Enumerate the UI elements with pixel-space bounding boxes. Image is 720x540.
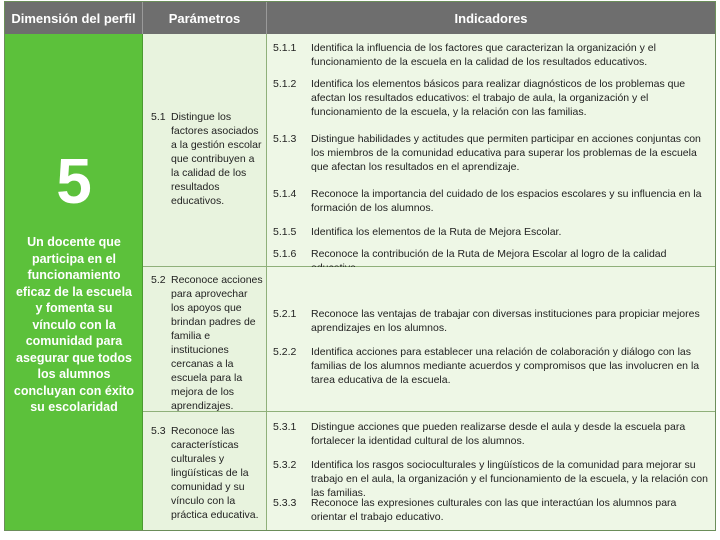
indicator-number: 5.1.4 bbox=[273, 188, 297, 200]
header-parameters: Parámetros bbox=[143, 2, 267, 34]
indicator-text: Reconoce las expresiones culturales con las que interactúan los alumnos para orientar el trabajo educativo. bbox=[311, 497, 677, 523]
indicator-text: Identifica los elementos de la Ruta de Mejora Escolar. bbox=[311, 226, 562, 238]
indicator-number: 5.3.3 bbox=[273, 497, 297, 509]
indicator-text: Identifica acciones para establecer una relación de colaboración y diálogo con las familias de los alumnos mediante acuerdos y compromisos que las involucren en la tarea educativa de la escuela. bbox=[311, 346, 700, 386]
indicator-text: Distingue habilidades y actitudes que permiten participar en acciones conjuntas con los miembros de la comunidad educativa para superar los problemas de la escuela que afectan los resultados en el aprendizaje. bbox=[311, 133, 701, 173]
indicator-text: Distingue acciones que pueden realizarse desde el aula y desde la escuela para fortalecer la identidad cultural de los alumnos. bbox=[311, 421, 686, 447]
parameter-number: 5.3 bbox=[151, 425, 166, 437]
indicator-text: Identifica la influencia de los factores que caracterizan la organización y el funcionamiento de la escuela en la calidad de los resultados educativos. bbox=[311, 42, 656, 68]
indicator-text: Identifica los elementos básicos para realizar diagnósticos de los problemas que afectan los resultados educativos: el trabajo de aula, la organización y el funcionamiento de la escuela, y la relación con las familias. bbox=[311, 78, 686, 118]
indicator-number: 5.2.1 bbox=[273, 308, 297, 320]
indicators-cell-5-2 bbox=[267, 267, 715, 412]
indicator-number: 5.1.2 bbox=[273, 78, 297, 90]
profile-table bbox=[4, 1, 716, 531]
dimension-description: Un docente que participa en el funcionamiento eficaz de la escuela y fomenta su vínculo con la comunidad para asegurar que todos los alumnos concluyan con éxito su escolaridad bbox=[13, 235, 135, 414]
header-indicators: Indicadores bbox=[454, 10, 528, 26]
parameter-cell-5-2 bbox=[143, 267, 267, 412]
indicator-text: Reconoce las ventajas de trabajar con diversas instituciones para propiciar mejores aprendizajes en los alumnos. bbox=[311, 308, 700, 334]
indicator-text: Reconoce la importancia del cuidado de los espacios escolares y su influencia en la formación de los alumnos. bbox=[311, 188, 702, 214]
parameter-number: 5.1 bbox=[151, 111, 166, 123]
indicator-text: Identifica los rasgos socioculturales y lingüísticos de la comunidad para mejorar su trabajo en el aula, la organización y el funcionamiento de la escuela, y la relación con las familias. bbox=[311, 459, 708, 499]
indicator-number: 5.1.1 bbox=[273, 42, 297, 54]
indicator-number: 5.3.2 bbox=[273, 459, 297, 471]
dimension-number: 5 bbox=[56, 145, 92, 217]
parameter-text: Reconoce acciones para aprovechar los apoyos que brindan padres de familia e instituciones cercanas a la escuela para la mejora de los aprendizajes. bbox=[171, 274, 263, 412]
indicator-text: Reconoce la contribución de la Ruta de Mejora Escolar al logro de la calidad bbox=[311, 248, 667, 260]
indicator-number: 5.2.2 bbox=[273, 346, 297, 358]
parameter-text: Reconoce las características culturales y lingüísticas de la comunidad y su vínculo con la práctica educativa. bbox=[171, 425, 259, 521]
indicator-number: 5.1.5 bbox=[273, 226, 297, 238]
indicator-number: 5.1.6 bbox=[273, 248, 297, 260]
parameter-text: Distingue los factores asociados a la gestión escolar que contribuyen a la calidad de los resultados educativos. bbox=[171, 111, 262, 207]
header-dimension: Dimensión del perfil bbox=[5, 2, 143, 34]
indicator-number: 5.3.1 bbox=[273, 421, 297, 433]
indicators-cell-5-1 bbox=[267, 34, 715, 267]
parameter-cell-5-3 bbox=[143, 412, 267, 530]
indicators-cell-5-3 bbox=[267, 412, 715, 530]
parameter-number: 5.2 bbox=[151, 274, 166, 286]
table-header bbox=[5, 2, 715, 34]
parameter-cell-5-1 bbox=[143, 34, 267, 267]
dimension-cell bbox=[5, 34, 143, 530]
indicator-number: 5.1.3 bbox=[273, 133, 297, 145]
